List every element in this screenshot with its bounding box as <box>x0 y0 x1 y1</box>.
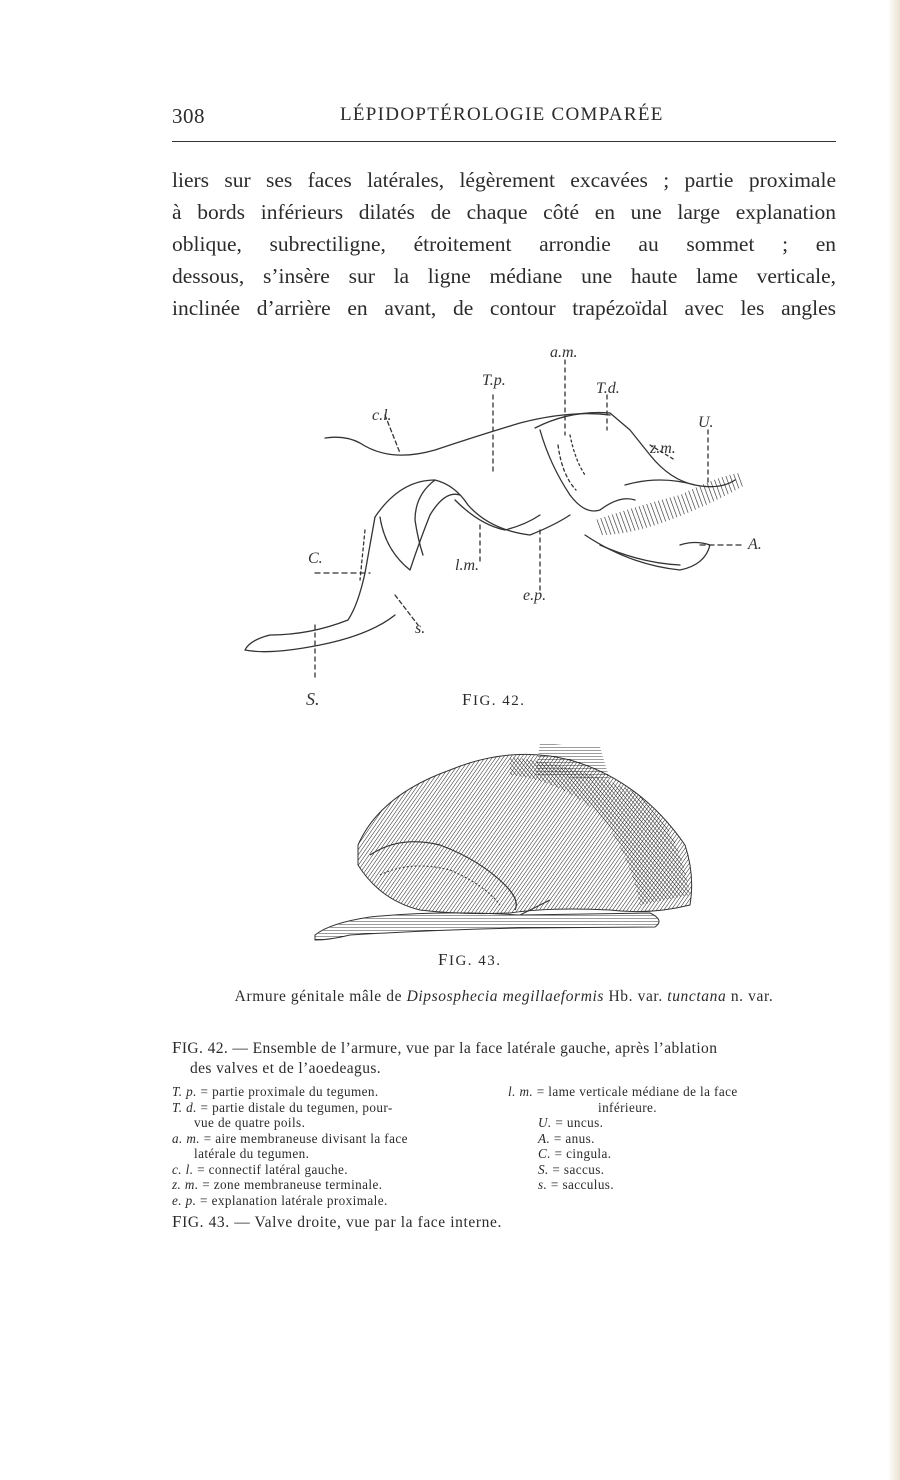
page-edge-shadow <box>888 0 900 1480</box>
legend-entry: c. l. = connectif latéral gauche. <box>172 1161 348 1177</box>
label-am: a.m. <box>550 344 578 361</box>
label-ep: e.p. <box>523 587 547 604</box>
running-title: LÉPIDOPTÉROLOGIE COMPARÉE <box>340 104 664 125</box>
figure-42-label: FIG. 42. <box>462 690 526 709</box>
label-a: A. <box>748 536 762 553</box>
figure-43-valve-drawing <box>310 735 710 950</box>
label-c: C. <box>308 550 323 567</box>
label-s-big: S. <box>306 689 320 709</box>
legend-entry-continuation: latérale du tegumen. <box>194 1146 310 1161</box>
legend-entry-continuation: vue de quatre poils. <box>194 1115 306 1130</box>
body-line: inclinée d’arrière en avant, de contour trapézoïdal avec les angles <box>172 296 836 320</box>
fig42-legend-intro: FIG. 42. — Ensemble de l’armure, vue par la face latérale gauche, après l’ablation des valves et de l’aoedeagus. <box>172 1038 718 1077</box>
legend-entry: U. = uncus. <box>538 1115 604 1130</box>
label-tp: T.p. <box>482 372 506 389</box>
legend-entry: S. = saccus. <box>538 1161 605 1177</box>
body-line: liers sur ses faces latérales, légèrement excavées ; partie proximale <box>172 168 836 192</box>
species-name: Dipsosphecia megillaeformis <box>406 988 605 1005</box>
body-line: oblique, subrectiligne, étroitement arrondie au sommet ; en <box>172 232 836 256</box>
legend-entry: a. m. = aire membraneuse divisant la face <box>172 1130 408 1146</box>
legend-entry: e. p. = explanation latérale proximale. <box>172 1192 388 1208</box>
fig43-legend: FIG. 43. — Valve droite, vue par la face interne. <box>172 1212 502 1231</box>
page-number: 308 <box>172 104 205 128</box>
legend-entry-continuation: inférieure. <box>598 1099 657 1115</box>
header-rule <box>172 141 836 142</box>
legend-entry: C. = cingula. <box>538 1146 612 1161</box>
legend-entry: T. p. = partie proximale du tegumen. <box>172 1084 379 1099</box>
figure-43-label: FIG. 43. <box>438 950 502 969</box>
body-paragraph <box>172 164 836 324</box>
legend-entry: T. d. = partie distale du tegumen, pour- <box>172 1099 393 1115</box>
body-line: dessous, s’insère sur la ligne médiane une haute lame verticale, <box>172 264 836 288</box>
body-line: à bords inférieurs dilatés de chaque côté en une large explanation <box>172 200 836 224</box>
label-zm: z.m. <box>650 440 676 457</box>
label-td: T.d. <box>596 380 620 397</box>
page-header <box>172 100 836 140</box>
variety-name: tunctana <box>667 988 727 1005</box>
label-s-small: s. <box>415 620 426 637</box>
figure-42-genital-armature-drawing <box>240 335 780 715</box>
legend-entry: l. m. = lame verticale médiane de la face <box>508 1084 738 1099</box>
legend-entry: A. = anus. <box>538 1130 595 1146</box>
label-cl: c.l. <box>372 407 392 424</box>
label-lm: l.m. <box>455 557 479 574</box>
legend-entry: z. m. = zone membraneuse terminale. <box>172 1177 383 1192</box>
legend-entry: s. = sacculus. <box>538 1177 615 1192</box>
label-u: U. <box>698 414 714 431</box>
figure-caption: Armure génitale mâle de Dipsosphecia megillaeformis Hb. var. tunctana n. var. <box>234 988 774 1005</box>
legend-left-column <box>172 1084 502 1208</box>
legend-right-column <box>508 1084 838 1193</box>
